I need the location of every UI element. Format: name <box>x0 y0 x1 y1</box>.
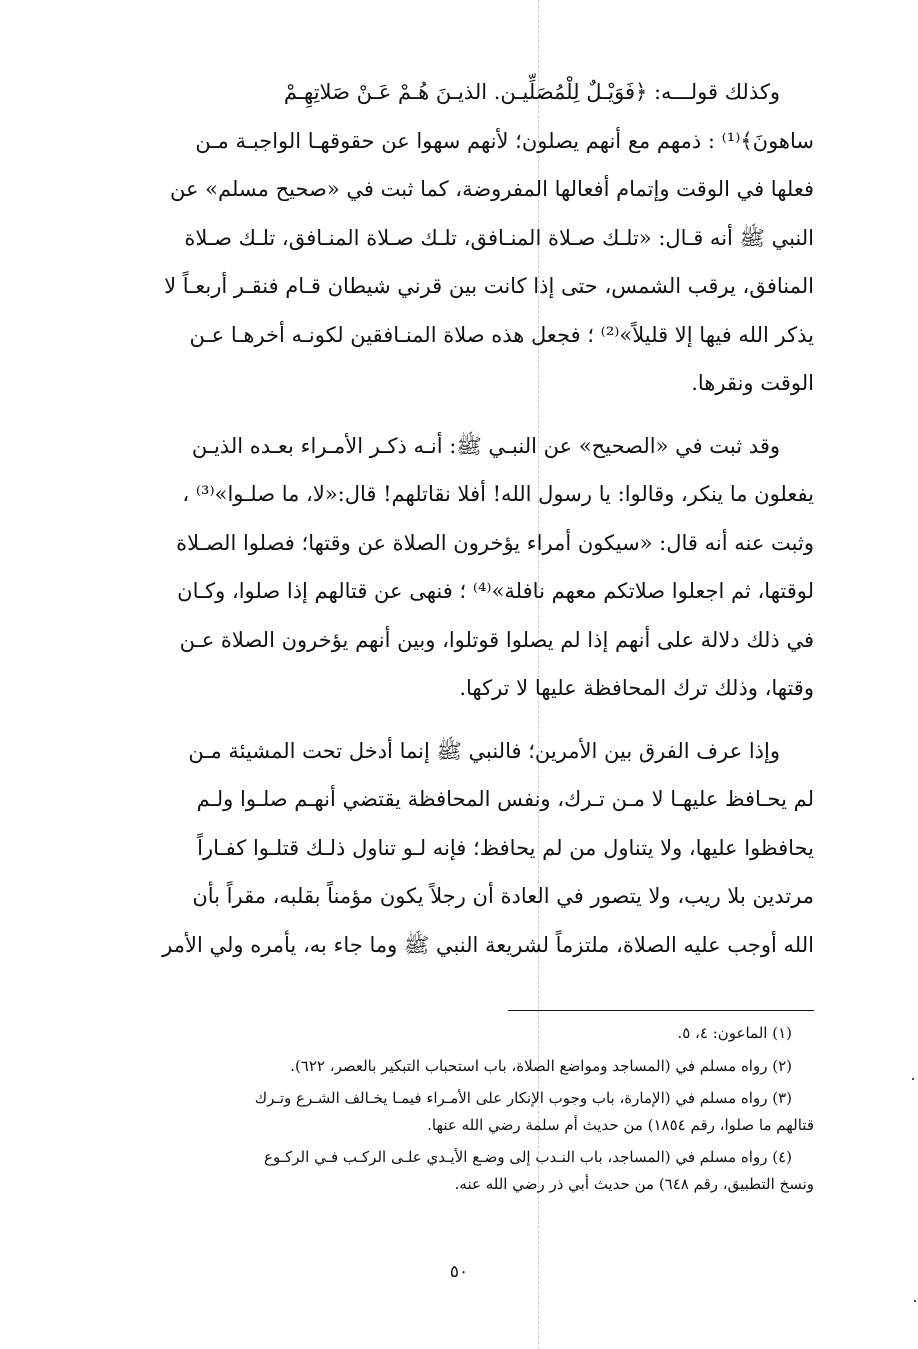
text-line <box>98 422 814 471</box>
footnote-text: (١) الماعون: ٤، ٥. <box>677 1024 792 1042</box>
text-line-content: وإذا عرف الفرق بين الأمرين؛ فالنبي ﷺ إنما أدخل تحت المشيئة مـن <box>188 738 780 763</box>
text-line: يفعلون ما ينكر، وقالوا: يا رسول الله! أفلا نقاتلهم! قال:«لا، ما صلـوا»⁽³⁾ ، <box>182 482 814 506</box>
text-line: المنافق، يرقب الشمس، حتى إذا كانت بين قرني شيطان قـام فنقـر أربعـاً لا <box>164 274 814 298</box>
footnotes <box>98 1020 814 1203</box>
text-line: الوقت ونقرها. <box>691 371 814 395</box>
paragraph-2 <box>98 422 814 713</box>
text-line: النبي ﷺ أنه قـال: «تلـك صـلاة المنـافق، تلـك صـلاة المنـافق، تلـك صـلاة <box>184 225 814 250</box>
footnote-line: قتالهم ما صلوا، رقم ١٨٥٤) من حديث أم سلمة رضي الله عنها. <box>427 1115 814 1134</box>
footnote-line: ونسخ التطبيق، رقم ٦٤٨) من حديث أبي ذر رضي الله عنه. <box>454 1174 814 1193</box>
text-line: وقتها، وذلك ترك المحافظة عليها لا تركها. <box>459 676 814 700</box>
footnote-text: (٤) رواه مسلم في (المساجد، باب النـدب إلى وضـع الأيـدي علـى الركـب فـي الركـوع <box>264 1148 792 1166</box>
text-line: لوقتها، ثم اجعلوا صلاتكم معهم نافلة»⁽⁴⁾ ؛ فنهى عن قتالهم إذا صلوا، وكـان <box>177 579 814 603</box>
footnote-3 <box>98 1085 814 1138</box>
footnote-text: (٢) رواه مسلم في (المساجد ومواضع الصلاة، باب استحباب التبكير بالعصر، ٦٢٢). <box>290 1056 792 1075</box>
scan-speck <box>914 1300 916 1302</box>
text-line-content: وقد ثبت في «الصحيح» عن النبـي ﷺ: أنـه ذكـر الأمـراء بعـده الذيـن <box>191 433 780 458</box>
main-text <box>98 68 814 969</box>
paragraph-1 <box>98 68 814 408</box>
footnote-line <box>98 1085 814 1112</box>
text-line <box>98 727 814 776</box>
footnote-line <box>98 1053 814 1080</box>
text-line: لم يحـافظ عليهـا لا مـن تـرك، ونفس المحافظة يقتضي أنهـم صلـوا ولـم <box>196 787 814 811</box>
footnote-separator <box>508 1010 814 1011</box>
text-line: الله أوجب عليه الصلاة، ملتزماً لشريعة النبي ﷺ وما جاء به، يأمره ولي الأمر <box>162 932 814 957</box>
footnote-text: (٣) رواه مسلم في (الإمارة، باب وجوب الإنكار على الأمـراء فيمـا يخـالف الشـرع وتـرك <box>254 1089 792 1107</box>
page-number: ٥٠ <box>449 1262 469 1282</box>
footnote-2 <box>98 1053 814 1080</box>
text-line: يحافظوا عليها، ولا يتناول من لم يحافظ؛ فإنه لـو تناول ذلـك قتلـوا كفـاراً <box>197 835 814 860</box>
text-line <box>98 68 814 117</box>
footnote-line <box>98 1020 814 1047</box>
text-line: ساهونَ﴾⁽¹⁾ : ذمهم مع أنهم يصلون؛ لأنهم سهوا عن حقوقهـا الواجبـة مـن <box>195 128 814 153</box>
footnote-1 <box>98 1020 814 1047</box>
paragraph-3 <box>98 727 814 970</box>
scan-speck <box>912 1078 914 1080</box>
footnote-line <box>98 1144 814 1171</box>
footnote-4 <box>98 1144 814 1197</box>
text-line: وثبت عنه أنه قال: «سيكون أمراء يؤخرون الصلاة عن وقتها؛ فصلوا الصـلاة <box>176 530 814 555</box>
text-line: يذكر الله فيها إلا قليلاً»⁽²⁾ ؛ فجعل هذه صلاة المنـافقين لكونـه أخرهـا عـن <box>189 322 814 347</box>
text-line: مرتدين بلا ريب، ولا يتصور في العادة أن رجلاً يكون مؤمناً بقلبه، مقراً بأن <box>192 884 814 908</box>
text-line: فعلها في الوقت وإتمام أفعالها المفروضة، كما ثبت في «صحيح مسلم» عن <box>169 177 814 201</box>
text-line-content: وكذلك قولـــه: ﴿فَوَيْـلٌ لِلْمُصَلِّيـن. الذيـنَ هُـمْ عَـنْ صَلاتِهِـمْ <box>283 80 780 104</box>
text-line: في ذلك دلالة على أنهم إذا لم يصلوا قوتلوا، وبين أنهم يؤخرون الصلاة عـن <box>179 627 814 652</box>
